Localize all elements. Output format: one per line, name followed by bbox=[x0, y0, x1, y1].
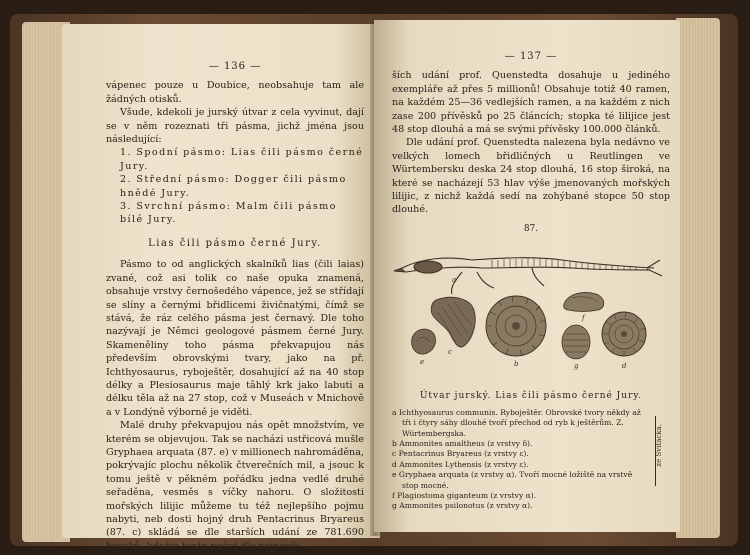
legend-item-b: b Ammonites amaltheus (z vrstvy δ). bbox=[392, 438, 533, 448]
legend-item-g: g Ammonites psilonotus (z vrstvy α). bbox=[392, 501, 533, 511]
left-page-number: — 136 — bbox=[208, 61, 262, 72]
left-paragraph-1: Pásmo to od anglických skalníků lias (čili laias) zvané, což asi tolik co naše opuka znamená, obsahuje vrstvy černošedého vápence, jež se střídají se slíny a černými břidlicemi živičnatými, čímž se stává, že ráz celého pásma jest černavý. Dle toho nazývají je Němci geologové pásmem černé Jury. Skameněliny toho pásma překvapujou nás především obrovskými tvary, jako na př. Ichthyosaurus, ryboještěr, dosahující až na 40 stop délky a Plesiosaurus maje tâhlý krk jako labuti a délku těla až na 27 stop, což v Museách v Mnichově a v Londýně výborně je viděti. bbox=[106, 259, 364, 418]
list-item-lias: 1. Spodní pásmo: Lias čili pásmo černé Jury. bbox=[120, 147, 364, 172]
left-intro-line-2: Všude, kdekoli je jurský útvar z cela vyvinut, dají se v něm rozeznati tři pásma, jichž jména jsou následující: bbox=[106, 107, 364, 146]
fossil-illustration bbox=[392, 238, 670, 388]
ammonite-amaltheus-illustration bbox=[486, 296, 546, 356]
left-intro-line-1: vápenec pouze u Doubice, neobsahuje tam ale žádných otisků. bbox=[106, 80, 364, 105]
label-f: f bbox=[582, 314, 585, 323]
label-e: e bbox=[420, 358, 425, 367]
pentacrinus-illustration bbox=[431, 298, 475, 348]
legend-item-e: e Gryphaea arquata (z vrstvy α). Tvoří mocné ložiště na vrstvě stop mocné. bbox=[392, 470, 633, 490]
legend-item-c: c Pentacrinus Bryareus (z vrstvy ε). bbox=[392, 449, 529, 459]
legend-item-a: a Ichthyosaurus communis. Ryboještěr. Obrovské tvory někdy až tři i čtyry sáhy dlouhé tvoří přechod od ryb k ještěrům. Z. Würtembergska. bbox=[392, 407, 641, 438]
legend-item-d: d Ammonites Lythensis (z vrstvy ε). bbox=[392, 459, 529, 469]
ammonite-lythensis-illustration bbox=[602, 312, 646, 356]
label-c: c bbox=[448, 348, 452, 357]
plagiostoma-illustration bbox=[564, 293, 604, 312]
figure-legend bbox=[392, 408, 670, 512]
right-paragraph-2: Dle udání prof. Quenstedta nalezena byla nedávno ve velkých lomech břidličných u Reutlingen ve Würtembersku deska 24 stop dlouhá, 16 stop široká, na které se nacházejí 53 hlav výše jmenovaných mořských lilijic, z nichž každá sedí na zohýbané stopce 50 stop dlouhé. bbox=[392, 137, 670, 216]
right-page-number: — 137 — bbox=[504, 51, 558, 62]
label-b: b bbox=[514, 360, 519, 369]
list-item-malm: 3. Svrchní pásmo: Malm čili pásmo bílé Jury. bbox=[120, 201, 337, 226]
legend-item-f: f Plagiostoma giganteum (z vrstvy α). bbox=[392, 490, 537, 500]
artist-signature: ze Svitácka. bbox=[654, 423, 663, 467]
figure-number: 87. bbox=[523, 223, 539, 234]
label-a: a bbox=[452, 276, 457, 285]
list-item-dogger: 2. Střední pásmo: Dogger čili pásmo hnědé Jury. bbox=[120, 174, 347, 199]
right-paragraph-1: ších udání prof. Quenstedta dosahuje u jediného exempláře až přes 5 millionů! Obsahuje totiž 40 ramen, na každém 25—36 vedlejších ramen, a na každém z nich zase 200 přívěsků po 25 článcích; stopka té lilijice jest 48 stop dlouhá a má se svými přívěsky 100.000 článků. bbox=[392, 70, 670, 136]
left-page bbox=[62, 24, 380, 552]
page-edges-right bbox=[676, 18, 720, 538]
figure-caption: Útvar jurský. Lias čili pásmo černé Jury. bbox=[419, 391, 643, 402]
ammonite-psilonotus-illustration bbox=[562, 325, 590, 359]
left-paragraph-2: Malé druhy překvapujou nás opět množstvím, ve kterém se objevujou. Tak se nacházi ustřicová mušle Gryphaea arquata (87. e) v millionech nahromáděna, pokrývajíc plochu několik čtverečních mil, a jsouc k tomu ještě v pěkném pořádku jedna vedlé druhé seřaděna, vesměs s víčky nahoru. O složitosti mořských lilijic můžeme tu též nejlepšího pojmu nabyti, neb dosti hojný druh Pentacrinus Bryareus (87. c) skládá se dle starších udání ze 781.690 kousků, kdežto tento počet dle nejnověj- bbox=[106, 420, 364, 552]
label-d: d bbox=[622, 362, 627, 371]
section-heading: Lias čili pásmo černé Jury. bbox=[148, 237, 322, 249]
fossil-figure bbox=[392, 238, 670, 388]
gryphaea-illustration bbox=[412, 329, 436, 354]
label-g: g bbox=[574, 362, 579, 371]
right-page bbox=[374, 20, 680, 532]
ichthyosaurus-illustration bbox=[394, 258, 662, 294]
